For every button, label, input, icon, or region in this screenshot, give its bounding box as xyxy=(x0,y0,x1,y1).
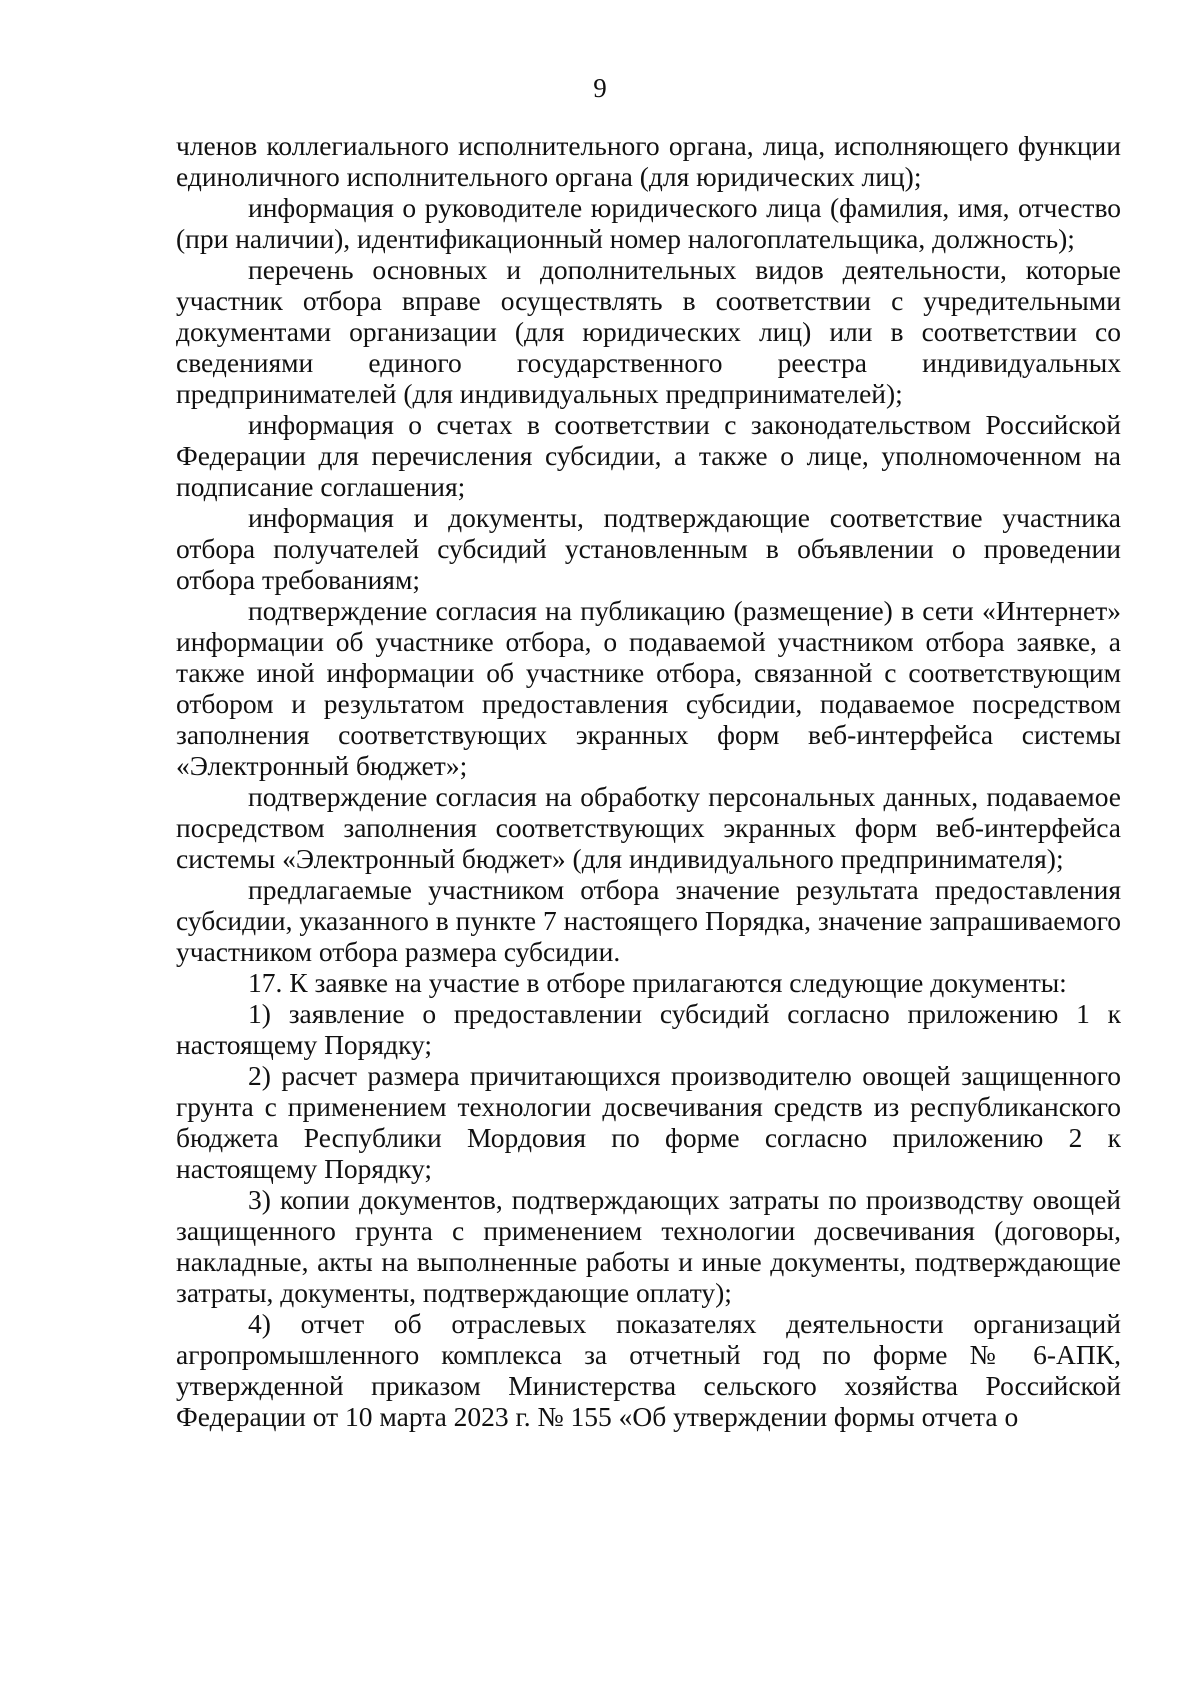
paragraph-item-17-3: 3) копии документов, подтверждающих затраты по производству овощей защищенного грунта с применением технологии досвечивания (договоры, накладные, акты на выполненные работы и иные документы, подтверждающие затраты, документы, подтверждающие оплату); xyxy=(176,1184,1121,1308)
paragraph-proposed-result: предлагаемые участником отбора значение результата предоставления субсидии, указанного в пункте 7 настоящего Порядка, значение запрашиваемого участником отбора размера субсидии. xyxy=(176,874,1121,967)
paragraph-compliance-documents: информация и документы, подтверждающие соответствие участника отбора получателей субсидий установленным в объявлении о проведении отбора требованиям; xyxy=(176,502,1121,595)
paragraph-continuation: членов коллегиального исполнительного органа, лица, исполняющего функции единоличного исполнительного органа (для юридических лиц); xyxy=(176,130,1121,192)
paragraph-activities-list: перечень основных и дополнительных видов деятельности, которые участник отбора вправе осуществлять в соответствии с учредительными документами организации (для юридических лиц) или в соответствии со сведениями единого государственного реестра индивидуальных предпринимателей (для индивидуальных предпринимателей); xyxy=(176,254,1121,409)
paragraph-publication-consent: подтверждение согласия на публикацию (размещение) в сети «Интернет» информации об участнике отбора, о подаваемой участником отбора заявке, а также иной информации об участнике отбора, связанной с соответствующим отбором и результатом предоставления субсидии, подаваемое посредством заполнения соответствующих экранных форм веб-интерфейса системы «Электронный бюджет»; xyxy=(176,595,1121,781)
paragraph-item-17-4: 4) отчет об отраслевых показателях деятельности организаций агропромышленного комплекса за отчетный год по форме № 6-АПК, утвержденной приказом Министерства сельского хозяйства Российской Федерации от 10 марта 2023 г. № 155 «Об утверждении формы отчета о xyxy=(176,1308,1121,1432)
paragraph-item-17-1: 1) заявление о предоставлении субсидий согласно приложению 1 к настоящему Порядку; xyxy=(176,998,1121,1060)
paragraph-item-17: 17. К заявке на участие в отборе прилагаются следующие документы: xyxy=(248,967,1067,998)
document-body xyxy=(176,130,1121,1432)
paragraph-accounts-info: информация о счетах в соответствии с законодательством Российской Федерации для перечисления субсидии, а также о лице, уполномоченном на подписание соглашения; xyxy=(176,409,1121,502)
paragraph-item-17-2: 2) расчет размера причитающихся производителю овощей защищенного грунта с применением технологии досвечивания средств из республиканского бюджета Республики Мордовия по форме согласно приложению 2 к настоящему Порядку; xyxy=(176,1060,1121,1184)
paragraph-manager-info: информация о руководителе юридического лица (фамилия, имя, отчество (при наличии), идентификационный номер налогоплательщика, должность); xyxy=(176,192,1121,254)
paragraph-personal-data-consent: подтверждение согласия на обработку персональных данных, подаваемое посредством заполнения соответствующих экранных форм веб-интерфейса системы «Электронный бюджет» (для индивидуального предпринимателя); xyxy=(176,781,1121,874)
page-number: 9 xyxy=(593,73,607,103)
